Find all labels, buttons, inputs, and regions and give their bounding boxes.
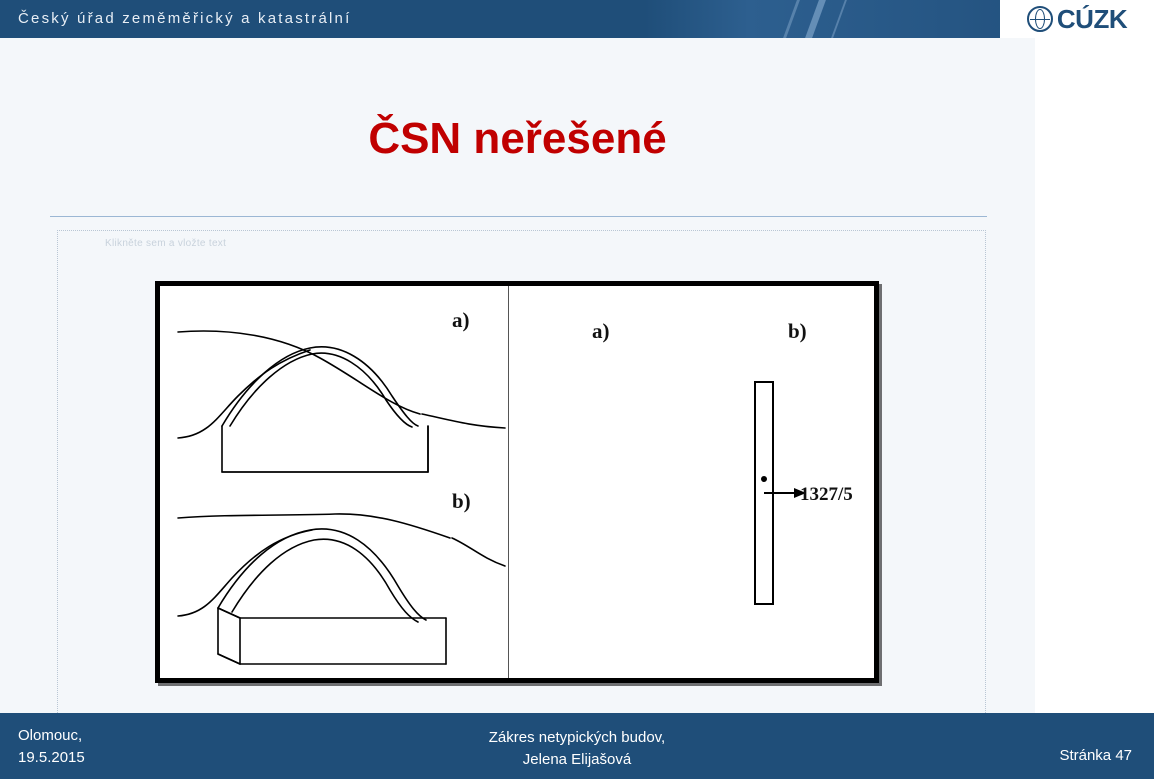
globe-icon: [1027, 6, 1053, 32]
slide-canvas: [0, 38, 1035, 713]
figure-label-right-a: a): [592, 319, 610, 343]
footer-subject: [0, 727, 1154, 771]
app-header: [0, 0, 1154, 38]
footer-date: 19.5.2015: [18, 749, 85, 766]
organization-name: Český úřad zeměměřický a katastrální: [18, 10, 352, 27]
page-title: ČSN neřešené: [368, 114, 667, 163]
parcel-number-label: 1327/5: [800, 484, 853, 505]
page-number: Stránka 47: [1059, 747, 1132, 764]
figure-image: [155, 281, 879, 683]
figure-drawing: [160, 286, 874, 678]
slide-right-margin: [1035, 38, 1154, 713]
footer-subject-line2: Jelena Elijašová: [522, 751, 632, 768]
figure-label-left-a: a): [452, 308, 470, 332]
footer-subject-line1: Zákres netypických budov,: [488, 729, 666, 746]
footer-place: Olomouc,: [18, 727, 83, 744]
content-placeholder-text: Klikněte sem a vložte text: [105, 238, 227, 249]
slide-footer: [0, 713, 1154, 779]
title-divider: [50, 216, 987, 217]
figure-label-left-b: b): [452, 489, 471, 513]
figure-label-right-b: b): [788, 319, 807, 343]
logo-text: CÚZK: [1056, 3, 1128, 34]
cuzk-logo: [1000, 0, 1154, 38]
